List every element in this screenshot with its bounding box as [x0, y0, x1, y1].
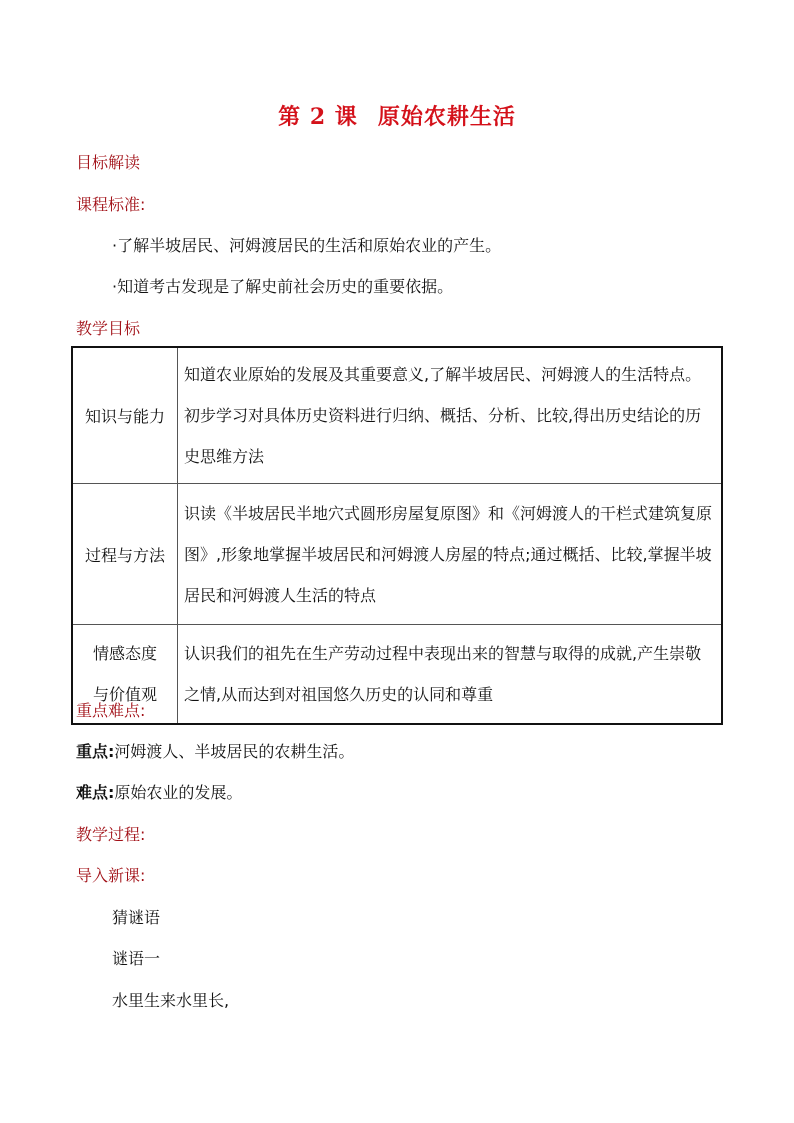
goal-category-line: 情感态度 [92, 644, 157, 663]
difficult-point-label: 难点: [76, 783, 115, 802]
difficult-point-text: 原始农业的发展。 [114, 783, 243, 802]
teaching-goals-table [71, 346, 723, 725]
heading-key-difficult: 重点难点: [76, 701, 146, 720]
table-row [72, 625, 722, 725]
page-title [0, 100, 794, 131]
key-point [76, 739, 354, 762]
goal-description: 知道农业原始的发展及其重要意义,了解半坡居民、河姆渡人的生活特点。初步学习对具体历史资料进行归纳、概括、分析、比较,得出历史结论的历史思维方法 [178, 347, 723, 484]
goal-category: 知识与能力 [72, 347, 178, 484]
lesson-name: 原始农耕生活 [377, 104, 516, 130]
intro-line: 水里生来水里长, [112, 991, 230, 1010]
goal-category-line: 与价值观 [92, 685, 157, 704]
table-row [72, 347, 722, 484]
standard-item: ·知道考古发现是了解史前社会历史的重要依据。 [112, 277, 454, 296]
lesson-number: 第 2 课 [278, 104, 358, 130]
heading-intro: 导入新课: [76, 866, 146, 885]
table-row [72, 484, 722, 625]
key-point-label: 重点: [76, 742, 115, 761]
goal-description: 识读《半坡居民半地穴式圆形房屋复原图》和《河姆渡人的干栏式建筑复原图》,形象地掌握半坡居民和河姆渡人房屋的特点;通过概括、比较,掌握半坡居民和河姆渡人生活的特点 [178, 484, 723, 625]
heading-teaching-process: 教学过程: [76, 825, 146, 844]
heading-target-reading: 目标解读 [76, 153, 141, 172]
heading-curriculum-standard: 课程标准: [76, 195, 146, 214]
intro-line: 谜语一 [112, 949, 161, 968]
key-point-text: 河姆渡人、半坡居民的农耕生活。 [114, 742, 355, 761]
standard-item: ·了解半坡居民、河姆渡居民的生活和原始农业的产生。 [112, 236, 502, 255]
difficult-point [76, 780, 242, 803]
goal-category: 过程与方法 [72, 484, 178, 625]
intro-line: 猜谜语 [112, 908, 161, 927]
heading-teaching-goals: 教学目标 [76, 319, 141, 338]
goal-description: 认识我们的祖先在生产劳动过程中表现出来的智慧与取得的成就,产生崇敬之情,从而达到对祖国悠久历史的认同和尊重 [178, 625, 723, 725]
